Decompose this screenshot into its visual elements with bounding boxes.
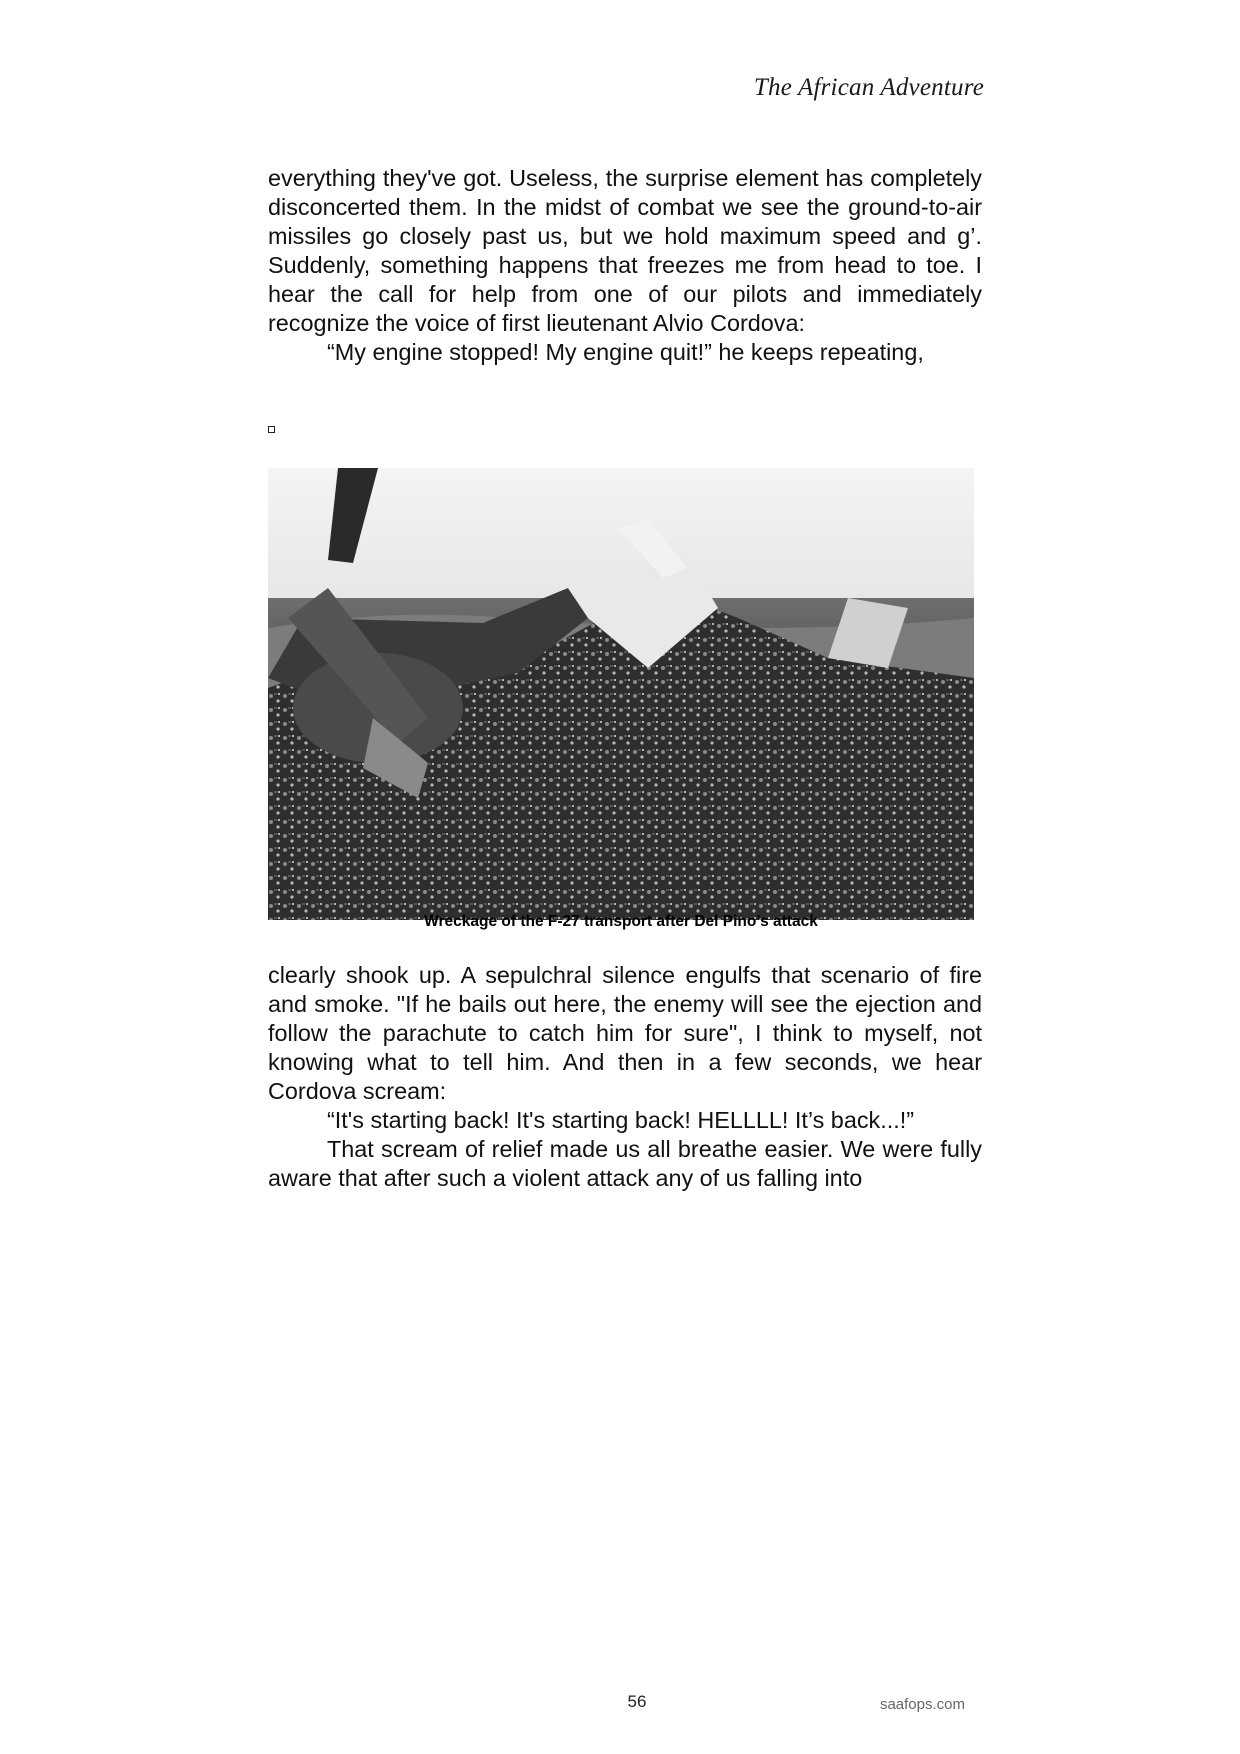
body-text-top: [268, 164, 982, 367]
anchor-marker: [268, 426, 275, 433]
paragraph: “My engine stopped! My engine quit!” he keeps repeating,: [327, 339, 924, 365]
footer-site-text: saafops.com: [879, 1696, 965, 1713]
paragraph: That scream of relief made us all breathe easier. We were fully aware that after such a violent attack any of us falling into: [268, 1136, 982, 1191]
paragraph: “It's starting back! It's starting back! HELLLL! It’s back...!”: [327, 1107, 915, 1133]
running-header: The African Adventure: [753, 74, 984, 101]
body-text-bottom: [268, 961, 982, 1193]
paragraph: clearly shook up. A sepulchral silence engulfs that scenario of fire and smoke. "If he bails out here, the enemy will see the ejection and follow the parachute to catch him for sure", I think to myself, not knowing what to tell him. And then in a few seconds, we hear Cordova scream:: [268, 962, 982, 1104]
wreckage-photo: [268, 468, 974, 920]
paragraph: everything they've got. Useless, the surprise element has completely disconcerted them. In the midst of combat we see the ground-to-air missiles go closely past us, but we hold maximum speed and g’. Suddenly, something happens that freezes me from head to toe. I hear the call for help from one of our pilots and immediately recognize the voice of first lieutenant Alvio Cordova:: [268, 165, 982, 336]
page-number: 56: [627, 1692, 647, 1711]
figure-caption: Wreckage of the F-27 transport after Del Pino’s attack: [424, 913, 818, 930]
